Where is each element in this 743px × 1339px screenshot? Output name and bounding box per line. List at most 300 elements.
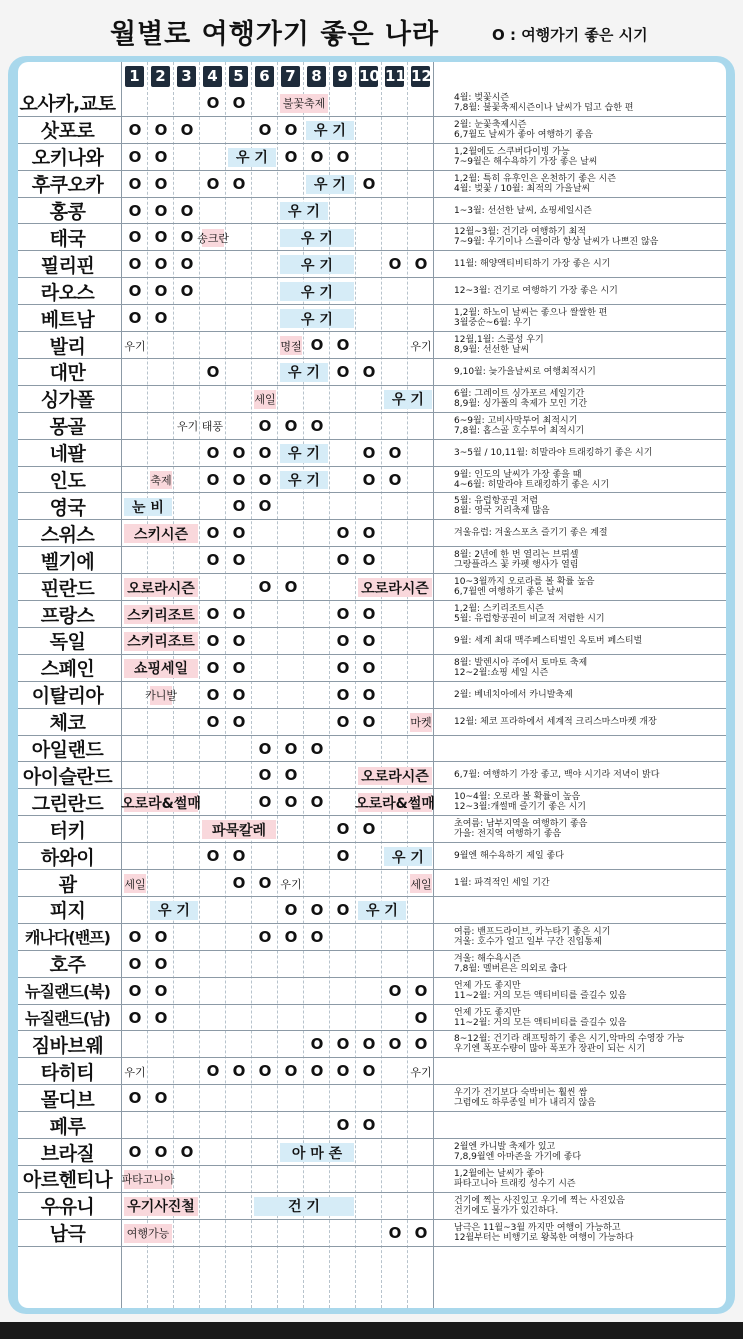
country-name: 남극	[49, 1223, 86, 1246]
travel-note	[454, 1193, 726, 1219]
table-row	[18, 1112, 726, 1139]
travel-note	[454, 1112, 726, 1138]
good-period-mark: O	[388, 255, 402, 274]
country-name: 벨기에	[40, 550, 95, 573]
country-name: 라오스	[40, 281, 95, 304]
note-line: 1,2월에는 날씨가 좋아	[454, 1168, 544, 1179]
note-line: 겨울: 호수가 얼고 일부 구간 진입통제	[454, 936, 602, 947]
good-period-mark: O	[180, 1143, 194, 1162]
country-name: 짐바브웨	[31, 1034, 104, 1057]
period-label: 파묵칼레	[202, 820, 276, 839]
note-line: 4월: 벚꽃시즌	[454, 92, 510, 103]
good-period-mark: O	[414, 1008, 428, 1027]
period-label: 우기	[280, 877, 302, 891]
period-label: 우 기	[384, 847, 432, 866]
good-period-mark: O	[128, 201, 142, 220]
good-period-mark: O	[206, 93, 220, 112]
period-label: 오로라시즌	[124, 578, 198, 597]
good-period-mark: O	[336, 900, 350, 919]
table-row	[18, 386, 726, 413]
note-line: 5월: 유럽항공권이 비교적 저렴한 시기	[454, 614, 605, 625]
country-name: 아이슬란드	[22, 765, 113, 788]
table-row	[18, 655, 726, 682]
note-line: 1월: 파격적인 세일 기간	[454, 878, 550, 889]
note-line: 7,8월: 불꽃축제시즌이나 날씨가 덥고 습한 편	[454, 102, 634, 113]
good-period-mark: O	[310, 1035, 324, 1054]
note-line: 2월엔 카니발 축제가 있고	[454, 1142, 556, 1153]
good-period-mark: O	[128, 981, 142, 1000]
good-period-mark: O	[362, 174, 376, 193]
table-row	[18, 951, 726, 978]
period-label: 우기 태풍	[177, 420, 224, 434]
table-row	[18, 924, 726, 951]
travel-note	[454, 520, 726, 546]
table-row	[18, 198, 726, 225]
period-label: 카니발	[150, 686, 172, 705]
good-period-mark: O	[336, 1035, 350, 1054]
month-header: 5	[229, 66, 248, 87]
good-period-mark: O	[258, 766, 272, 785]
table-row	[18, 494, 726, 521]
note-line: 7,8월: 멜버른은 의외로 춥다	[454, 963, 567, 974]
note-line: 12월,1월: 스콜성 우기	[454, 335, 544, 346]
good-period-mark: O	[258, 416, 272, 435]
period-label: 우 기	[228, 148, 276, 167]
table-row	[18, 736, 726, 763]
note-line: 우기엔 폭포수량이 많아 폭포가 장관이 되는 시기	[454, 1044, 646, 1055]
table-row	[18, 978, 726, 1005]
country-name: 터키	[49, 819, 86, 842]
period-label: 스키리조트	[124, 605, 198, 624]
good-period-mark: O	[206, 1062, 220, 1081]
good-period-mark: O	[206, 470, 220, 489]
period-label: 우 기	[306, 175, 354, 194]
good-period-mark: O	[206, 631, 220, 650]
table-row	[18, 1032, 726, 1059]
table-row	[18, 1085, 726, 1112]
travel-note	[454, 736, 726, 762]
good-period-mark: O	[284, 578, 298, 597]
good-period-mark: O	[414, 255, 428, 274]
good-period-mark: O	[362, 470, 376, 489]
period-label: 축제	[150, 471, 172, 490]
note-line: 그럼에도 하루종일 비가 내리지 않음	[454, 1098, 596, 1109]
travel-note	[454, 251, 726, 277]
table-row	[18, 843, 726, 870]
travel-note	[454, 897, 726, 923]
good-period-mark: O	[284, 927, 298, 946]
period-label: 우 기	[358, 901, 406, 920]
good-period-mark: O	[128, 147, 142, 166]
travel-note	[454, 1139, 726, 1165]
note-line: 9월엔 해수욕하기 제일 좋다	[454, 851, 564, 862]
country-name: 네팔	[49, 443, 86, 466]
month-header: 8	[307, 66, 326, 87]
travel-note	[454, 655, 726, 681]
good-period-mark: O	[154, 174, 168, 193]
country-name: 태국	[49, 227, 86, 250]
good-period-mark: O	[232, 1062, 246, 1081]
travel-note	[454, 628, 726, 654]
good-period-mark: O	[128, 954, 142, 973]
good-period-mark: O	[206, 443, 220, 462]
table-row	[18, 117, 726, 144]
good-period-mark: O	[232, 631, 246, 650]
good-period-mark: O	[336, 631, 350, 650]
note-line: 6,7월도 날씨가 좋아 여행하기 좋음	[454, 129, 593, 140]
note-line: 언제 가도 좋지만	[454, 1007, 521, 1018]
note-line: 1,2월: 하노이 날씨는 좋으나 쌀쌀한 편	[454, 308, 608, 319]
country-name: 프랑스	[40, 604, 95, 627]
good-period-mark: O	[284, 793, 298, 812]
note-line: 초여름: 남부지역을 여행하기 좋음	[454, 819, 588, 830]
good-period-mark: O	[284, 416, 298, 435]
period-label: 우기사진철	[124, 1197, 198, 1216]
good-period-mark: O	[336, 362, 350, 381]
period-label: 우 기	[280, 309, 354, 328]
period-label: 여행가능	[124, 1224, 172, 1243]
month-header: 2	[151, 66, 170, 87]
good-period-mark: O	[232, 497, 246, 516]
good-period-mark: O	[362, 551, 376, 570]
travel-note	[454, 467, 726, 493]
good-period-mark: O	[362, 658, 376, 677]
note-line: 파타고니아 트래킹 성수기 시즌	[454, 1178, 576, 1189]
month-header: 12	[411, 67, 432, 85]
period-label: 오로라&썰매	[358, 793, 432, 812]
good-period-mark: O	[362, 685, 376, 704]
note-line: 12월부터는 비행기로 왕복한 여행이 가능하다	[454, 1232, 634, 1243]
good-period-mark: O	[336, 685, 350, 704]
table-row	[18, 1058, 726, 1085]
note-line: 남극은 11월~3월 까지만 여행이 가능하고	[454, 1222, 621, 1233]
good-period-mark: O	[128, 1008, 142, 1027]
good-period-mark: O	[154, 309, 168, 328]
table-row	[18, 574, 726, 601]
good-period-mark: O	[414, 1035, 428, 1054]
good-period-mark: O	[310, 416, 324, 435]
good-period-mark: O	[310, 793, 324, 812]
table-row	[18, 467, 726, 494]
country-name: 우유니	[40, 1196, 95, 1219]
good-period-mark: O	[128, 927, 142, 946]
good-period-mark: O	[362, 524, 376, 543]
period-label: 오로라시즌	[358, 578, 432, 597]
country-name: 브라질	[40, 1142, 95, 1165]
country-name: 스페인	[40, 658, 95, 681]
good-period-mark: O	[154, 282, 168, 301]
table-row	[18, 1220, 726, 1247]
good-period-mark: O	[128, 228, 142, 247]
period-label: 세일	[254, 390, 276, 409]
travel-note	[454, 332, 726, 358]
travel-note	[454, 870, 726, 896]
table-row	[18, 144, 726, 171]
note-line: 8~12월: 건기라 래프팅하기 좋은 시기,악마의 수영장 가능	[454, 1034, 685, 1045]
country-name: 홍콩	[49, 201, 86, 224]
travel-note	[454, 1058, 726, 1084]
travel-note	[454, 305, 726, 331]
good-period-mark: O	[232, 524, 246, 543]
period-label: 우 기	[280, 282, 354, 301]
good-period-mark: O	[258, 739, 272, 758]
country-name: 하와이	[40, 846, 95, 869]
good-period-mark: O	[310, 927, 324, 946]
period-label: 우 기	[280, 471, 328, 490]
good-period-mark: O	[258, 443, 272, 462]
note-line: 건기에도 물가가 있긴하다.	[454, 1205, 559, 1216]
good-period-mark: O	[154, 1089, 168, 1108]
travel-note	[454, 924, 726, 950]
note-line: 7,8월: 홉스골 호수투어 최적시기	[454, 425, 585, 436]
good-period-mark: O	[154, 120, 168, 139]
good-period-mark: O	[336, 147, 350, 166]
note-line: 3~5월 / 10,11월: 히말라야 트래킹하기 좋은 시기	[454, 447, 653, 458]
travel-note	[454, 1085, 726, 1111]
good-period-mark: O	[154, 255, 168, 274]
country-name: 발리	[49, 335, 86, 358]
month-header: 3	[177, 66, 196, 87]
travel-note	[454, 682, 726, 708]
good-period-mark: O	[180, 228, 194, 247]
table-row	[18, 520, 726, 547]
period-label: 우기	[410, 339, 432, 353]
good-period-mark: O	[284, 120, 298, 139]
period-label: 스키리조트	[124, 632, 198, 651]
note-line: 12월: 체코 프라하에서 세계적 크리스마스마켓 개장	[454, 716, 657, 727]
country-name: 뉴질랜드(남)	[25, 1009, 110, 1029]
table-row	[18, 763, 726, 790]
note-line: 9,10월: 늦가을날씨로 여행최적시기	[454, 366, 596, 377]
country-name: 몰디브	[40, 1088, 95, 1111]
good-period-mark: O	[336, 524, 350, 543]
note-line: 우기가 건기보다 숙박비는 훨씬 쌈	[454, 1088, 588, 1099]
good-period-mark: O	[154, 1008, 168, 1027]
note-line: 6~9월: 고비사막투어 최적시기	[454, 415, 578, 426]
travel-note	[454, 413, 726, 439]
good-period-mark: O	[206, 551, 220, 570]
note-line: 2월: 눈꽃축제시즌	[454, 119, 527, 130]
note-line: 4~6월: 히말라야 트래킹하기 좋은 시기	[454, 479, 610, 490]
good-period-mark: O	[206, 362, 220, 381]
travel-note	[454, 601, 726, 627]
travel-note	[454, 709, 726, 735]
note-line: 11월: 해양액티비티하기 가장 좋은 시기	[454, 259, 611, 270]
note-line: 언제 가도 좋지만	[454, 980, 521, 991]
good-period-mark: O	[336, 1116, 350, 1135]
country-name: 오키나와	[31, 147, 104, 170]
country-name: 필리핀	[40, 254, 95, 277]
note-line: 12~3월:개썰매 즐기기 좋은 시기	[454, 802, 586, 813]
period-label: 우기	[124, 1065, 146, 1079]
good-period-mark: O	[206, 712, 220, 731]
period-label: 세일	[124, 874, 146, 893]
table-row	[18, 440, 726, 467]
note-line: 7~9월은 해수욕하기 가장 좋은 날씨	[454, 156, 598, 167]
travel-note	[454, 117, 726, 143]
note-line: 8월: 영국 거리축제 많음	[454, 506, 550, 517]
good-period-mark: O	[336, 336, 350, 355]
period-label: 우 기	[150, 901, 198, 920]
good-period-mark: O	[362, 820, 376, 839]
good-period-mark: O	[128, 1143, 142, 1162]
travel-note	[454, 547, 726, 573]
country-name: 몽골	[49, 416, 86, 439]
note-line: 건기에 찍는 사진있고 우기에 찍는 사진있음	[454, 1195, 625, 1206]
good-period-mark: O	[232, 847, 246, 866]
travel-note	[454, 494, 726, 520]
travel-note	[454, 90, 726, 116]
country-name: 이탈리아	[31, 685, 104, 708]
country-name: 아르헨티나	[22, 1169, 113, 1192]
note-line: 8,9월: 선선한 날씨	[454, 345, 530, 356]
good-period-mark: O	[258, 874, 272, 893]
note-line: 10~4월: 오로라 볼 확률이 높음	[454, 792, 581, 803]
good-period-mark: O	[284, 147, 298, 166]
travel-note	[454, 789, 726, 815]
note-line: 9월: 인도의 날씨가 가장 좋을 때	[454, 469, 582, 480]
good-period-mark: O	[232, 174, 246, 193]
note-line: 7,8,9월엔 아마존을 가기에 좋다	[454, 1152, 582, 1163]
good-period-mark: O	[154, 981, 168, 1000]
period-label: 우 기	[280, 444, 328, 463]
note-line: 1,2월: 스키리조트시즌	[454, 604, 544, 615]
month-header: 10	[359, 67, 380, 85]
table-row	[18, 1139, 726, 1166]
country-name: 페루	[49, 1115, 86, 1138]
note-line: 2월: 베네치아에서 카니발축제	[454, 689, 573, 700]
good-period-mark: O	[310, 147, 324, 166]
good-period-mark: O	[388, 981, 402, 1000]
good-period-mark: O	[388, 443, 402, 462]
travel-note	[454, 574, 726, 600]
table-row	[18, 870, 726, 897]
note-line: 겨울유럽: 겨울스포츠 즐기기 좋은 계절	[454, 528, 608, 539]
good-period-mark: O	[336, 1062, 350, 1081]
good-period-mark: O	[154, 927, 168, 946]
good-period-mark: O	[362, 712, 376, 731]
good-period-mark: O	[310, 900, 324, 919]
country-name: 타히티	[40, 1061, 95, 1084]
note-line: 겨울: 해수욕시즌	[454, 953, 521, 964]
good-period-mark: O	[232, 443, 246, 462]
travel-note	[454, 1005, 726, 1031]
good-period-mark: O	[284, 900, 298, 919]
good-period-mark: O	[128, 1089, 142, 1108]
good-period-mark: O	[232, 712, 246, 731]
note-line: 8월: 2년에 한 번 열리는 브뤼셀	[454, 550, 579, 561]
good-period-mark: O	[258, 578, 272, 597]
month-header: 4	[203, 66, 222, 87]
note-line: 9월: 세계 최대 맥주페스티벌인 옥토버 페스티벌	[454, 635, 643, 646]
country-name: 그린란드	[31, 792, 104, 815]
table-row	[18, 1193, 726, 1220]
month-header: 7	[281, 66, 300, 87]
table-row	[18, 816, 726, 843]
table-row	[18, 90, 726, 117]
good-period-mark: O	[258, 497, 272, 516]
good-period-mark: O	[258, 470, 272, 489]
country-name: 독일	[49, 631, 86, 654]
note-line: 8,9월: 싱가폴의 축제가 모인 기간	[454, 398, 588, 409]
good-period-mark: O	[414, 981, 428, 1000]
period-label: 쇼핑세일	[124, 659, 198, 678]
good-period-mark: O	[206, 685, 220, 704]
good-period-mark: O	[206, 847, 220, 866]
header	[0, 0, 743, 56]
period-label: 건 기	[254, 1197, 354, 1216]
travel-note	[454, 386, 726, 412]
table-row	[18, 897, 726, 924]
note-line: 8월: 발렌시아 주에서 토마토 축제	[454, 657, 588, 668]
country-name: 괌	[58, 873, 77, 896]
period-label: 눈 비	[124, 498, 172, 517]
period-label: 명절	[280, 336, 302, 355]
good-period-mark: O	[362, 1062, 376, 1081]
table-row	[18, 305, 726, 332]
travel-note	[454, 763, 726, 789]
period-label: 마켓	[410, 713, 432, 732]
good-period-mark: O	[180, 120, 194, 139]
travel-note	[454, 978, 726, 1004]
good-period-mark: O	[336, 605, 350, 624]
good-period-mark: O	[336, 712, 350, 731]
good-period-mark: O	[128, 120, 142, 139]
good-period-mark: O	[232, 93, 246, 112]
travel-note	[454, 440, 726, 466]
travel-note	[454, 816, 726, 842]
note-line: 1,2월: 특히 유후인은 온천하기 좋은 시즌	[454, 173, 617, 184]
travel-note	[454, 225, 726, 251]
good-period-mark: O	[232, 874, 246, 893]
good-period-mark: O	[362, 1035, 376, 1054]
good-period-mark: O	[206, 605, 220, 624]
good-period-mark: O	[154, 147, 168, 166]
good-period-mark: O	[128, 309, 142, 328]
note-line: 4월: 벚꽃 / 10월: 최적의 가을날씨	[454, 183, 591, 194]
good-period-mark: O	[414, 1223, 428, 1242]
period-label: 우 기	[306, 121, 354, 140]
good-period-mark: O	[180, 282, 194, 301]
country-name: 호주	[49, 954, 86, 977]
bottom-bar	[0, 1322, 743, 1339]
period-label: 우 기	[280, 202, 328, 221]
table-row	[18, 709, 726, 736]
period-label: 우기	[124, 339, 146, 353]
good-period-mark: O	[232, 685, 246, 704]
country-name: 캐나다(밴프)	[25, 928, 110, 948]
note-line: 5월: 유럽항공권 저렴	[454, 496, 539, 507]
table-row	[18, 278, 726, 305]
good-period-mark: O	[206, 658, 220, 677]
note-line: 7~9월: 우기이나 스콜이라 항상 날씨가 나쁘진 않음	[454, 237, 659, 248]
table-row	[18, 547, 726, 574]
table-row	[18, 628, 726, 655]
note-line: 11~2월: 거의 모든 액티비티를 즐길수 있음	[454, 990, 627, 1001]
period-label: 오로라&썰매	[124, 793, 198, 812]
good-period-mark: O	[284, 1062, 298, 1081]
month-header: 11	[385, 67, 406, 85]
country-name: 영국	[49, 496, 86, 519]
travel-note	[454, 1166, 726, 1192]
period-label: 우 기	[280, 255, 354, 274]
country-name: 싱가폴	[40, 389, 95, 412]
country-name: 스위스	[40, 523, 95, 546]
good-period-mark: O	[258, 793, 272, 812]
table-row	[18, 332, 726, 359]
period-label: 우 기	[384, 390, 432, 409]
good-period-mark: O	[362, 605, 376, 624]
